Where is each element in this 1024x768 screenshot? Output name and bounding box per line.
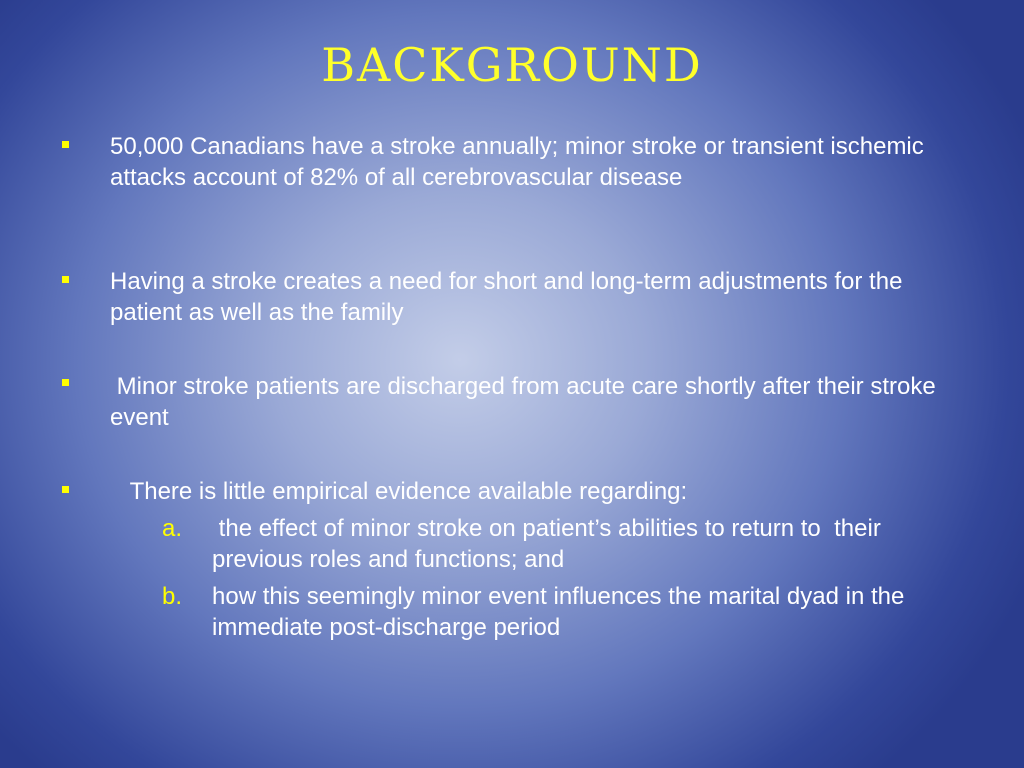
bullet-text-2: Having a stroke creates a need for short and long-term adjustments for the patient as well as the family	[110, 268, 903, 326]
square-bullet-icon	[62, 379, 69, 386]
sub-item-letter-a: a.	[162, 515, 183, 542]
bullet-text-4: There is little empirical evidence available regarding:	[110, 478, 688, 505]
square-bullet-icon	[62, 486, 69, 493]
slide-title: BACKGROUND	[321, 38, 703, 92]
square-bullet-icon	[62, 141, 69, 148]
bullet-text-1: 50,000 Canadians have a stroke annually; minor stroke or transient ischemic attacks account of 82% of all cerebrovascular disease	[110, 133, 924, 191]
sub-item-letter-b: b.	[162, 583, 183, 610]
bullet-text-3: Minor stroke patients are discharged from acute care shortly after their stroke event	[110, 373, 943, 431]
square-bullet-icon	[62, 276, 69, 283]
sub-item-text-a: the effect of minor stroke on patient’s abilities to return to their previous roles and functions; and	[212, 515, 888, 573]
sub-item-text-b: how this seemingly minor event influences the marital dyad in the immediate post-discharge period	[212, 583, 905, 641]
